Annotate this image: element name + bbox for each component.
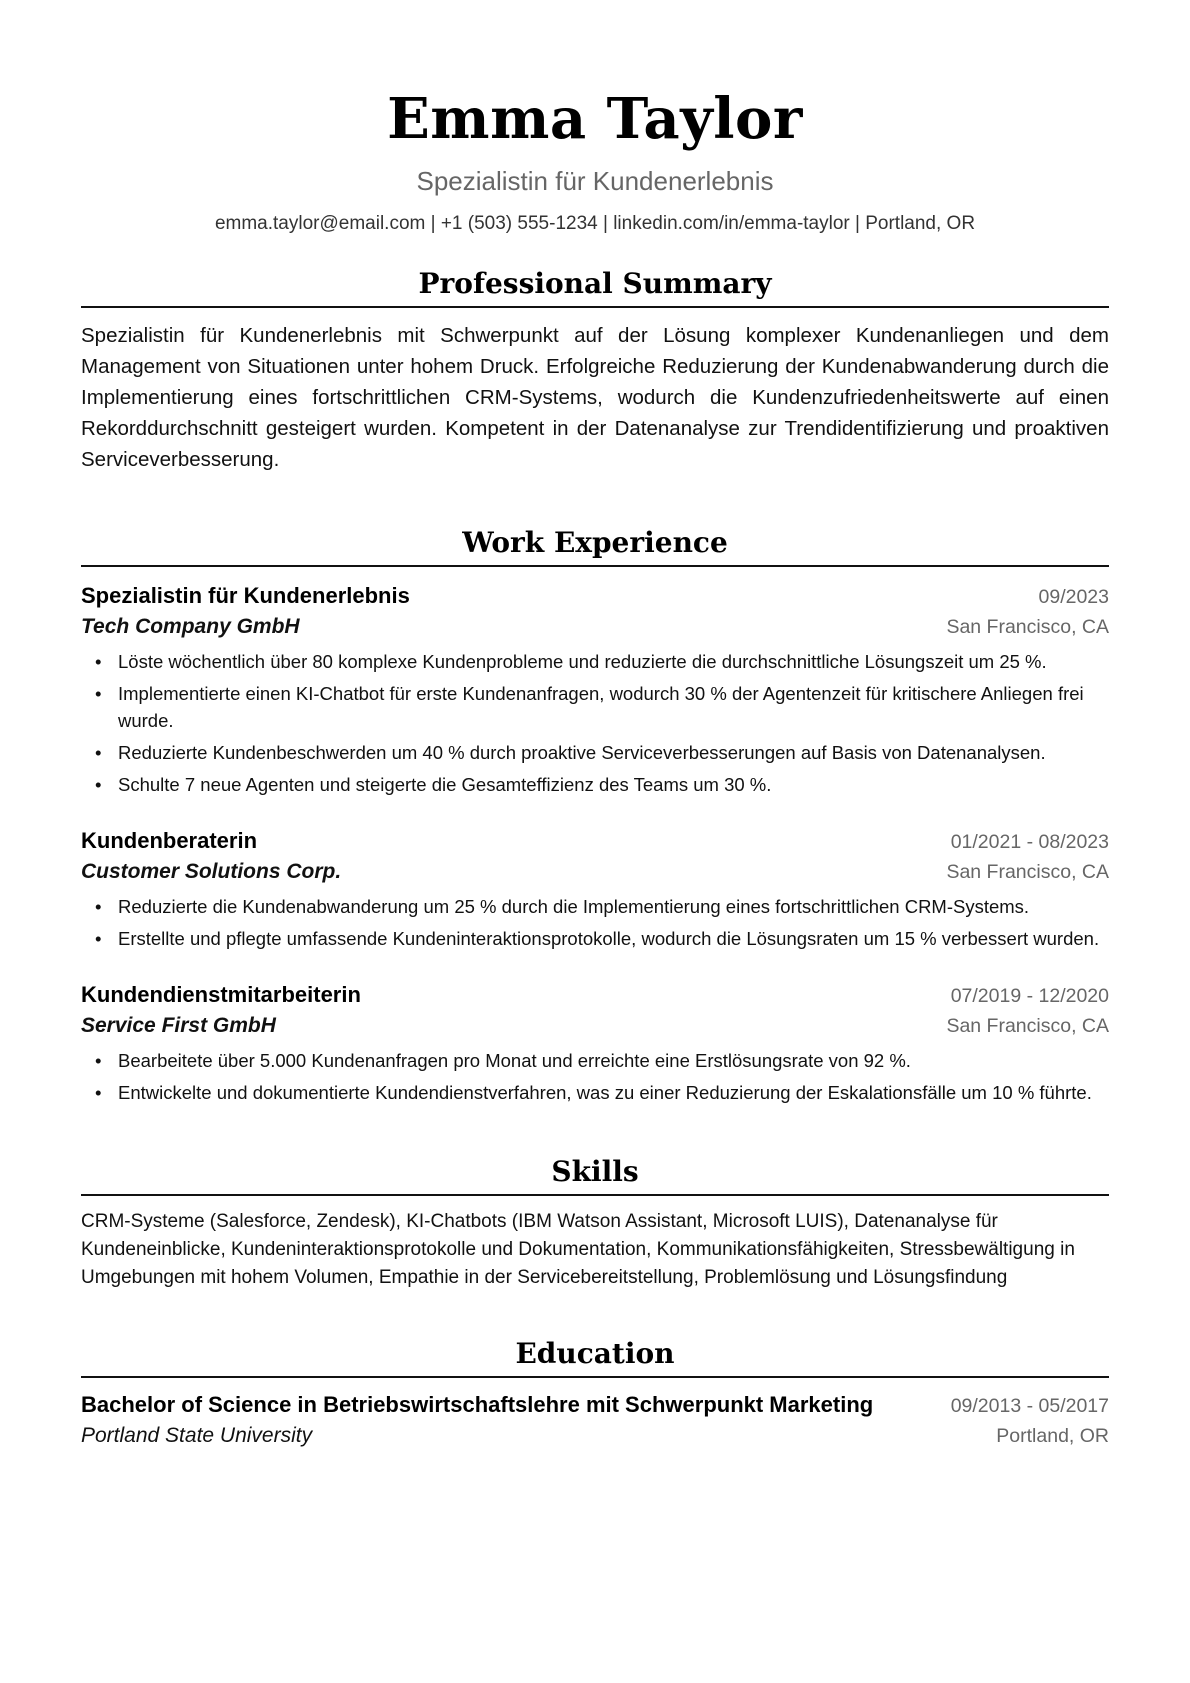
job-entry [81,980,1109,1106]
job-bullet: • Erstellte und pflegte umfassende Kundeninteraktionsprotokolle, wodurch die Lösungsraten um 15 % verbessert wurden. [95,928,1100,949]
education-heading: Education [81,1336,1109,1378]
summary-section [81,266,1109,475]
job-location: San Francisco, CA [946,1015,1109,1037]
summary-heading: Professional Summary [81,266,1109,308]
skills-heading: Skills [81,1154,1109,1196]
work-experience-section [81,525,1109,1106]
job-bullet: • Schulte 7 neue Agenten und steigerte die Gesamteffizienz des Teams um 30 %. [95,774,772,795]
job-title: Kundenberaterin [81,828,258,853]
contact-line: emma.taylor@email.com | +1 (503) 555-1234 | linkedin.com/in/emma-taylor | Portland, OR [214,213,976,234]
degree-title: Bachelor of Science in Betriebswirtschaftslehre mit Schwerpunkt Marketing [81,1392,874,1417]
job-bullet: • Löste wöchentlich über 80 komplexe Kundenprobleme und reduzierte die durchschnittliche Lösungszeit um 25 %. [95,651,1047,672]
job-bullet: • Bearbeitete über 5.000 Kundenanfragen pro Monat und erreichte eine Erstlösungsrate von 92 %. [95,1050,911,1071]
job-company: Tech Company GmbH [81,615,300,638]
education-section [81,1336,1109,1451]
job-bullets [81,893,1109,952]
job-location: San Francisco, CA [946,861,1109,883]
job-date: 07/2019 - 12/2020 [950,985,1109,1007]
job-entry [81,826,1109,952]
job-title: Spezialistin für Kundenerlebnis [81,583,410,608]
job-title: Kundendienstmitarbeiterin [81,982,361,1007]
job-company: Service First GmbH [81,1014,276,1037]
job-bullets [81,1047,1109,1106]
skills-text: CRM-Systeme (Salesforce, Zendesk), KI-Chatbots (IBM Watson Assistant, Microsoft LUIS), Datenanalyse für Kundeneinblicke, Kundeninteraktionsprotokolle und Dokumentation, Kommunikationsfähigkeiten, Stressbewältigung in Umgebungen mit hohem Volumen, Empathie in der Servicebereitstellung, Problemlösung und Lösungsfindung [81,1211,1075,1288]
summary-text: Spezialistin für Kundenerlebnis mit Schwerpunkt auf der Lösung komplexer Kundenanliegen und dem Management von Situationen unter hohem Druck. Erfolgreiche Reduzierung der Kundenabwanderung durch die Implementierung eines fortschrittlichen CRM-Systems, wodurch die Kundenzufriedenheitswerte auf einen Rekorddurchschnitt gesteigert wurden. Kompetent in der Datenanalyse zur Trendidentifizierung und proaktiven Serviceverbesserung. [81,324,1109,471]
candidate-subtitle: Spezialistin für Kundenerlebnis [416,166,774,196]
job-company: Customer Solutions Corp. [81,860,342,883]
job-entry [81,581,1109,798]
job-bullets [81,648,1109,798]
education-date: 09/2013 - 05/2017 [950,1395,1109,1417]
job-date: 01/2021 - 08/2023 [950,831,1109,853]
job-bullet: • Reduzierte die Kundenabwanderung um 25 % durch die Implementierung eines fortschrittlichen CRM-Systems. [95,896,1030,917]
resume-header [81,0,1109,236]
job-bullet: • Reduzierte Kundenbeschwerden um 40 % durch proaktive Serviceverbesserungen auf Basis von Datenanalysen. [95,742,1046,763]
job-bullet: • Implementierte einen KI-Chatbot für erste Kundenanfragen, wodurch 30 % der Agentenzeit für kritischere Anliegen frei wurde. [95,683,1084,731]
job-location: San Francisco, CA [946,616,1109,638]
job-date: 09/2023 [1038,586,1109,608]
job-bullet: • Entwickelte und dokumentierte Kundendienstverfahren, was zu einer Reduzierung der Eskalationsfälle um 10 % führte. [95,1082,1092,1103]
school-name: Portland State University [81,1424,313,1447]
candidate-name: Emma Taylor [387,86,803,152]
skills-section [81,1154,1109,1292]
education-location: Portland, OR [996,1425,1109,1447]
education-entry [81,1390,1109,1451]
work-experience-heading: Work Experience [81,525,1109,567]
